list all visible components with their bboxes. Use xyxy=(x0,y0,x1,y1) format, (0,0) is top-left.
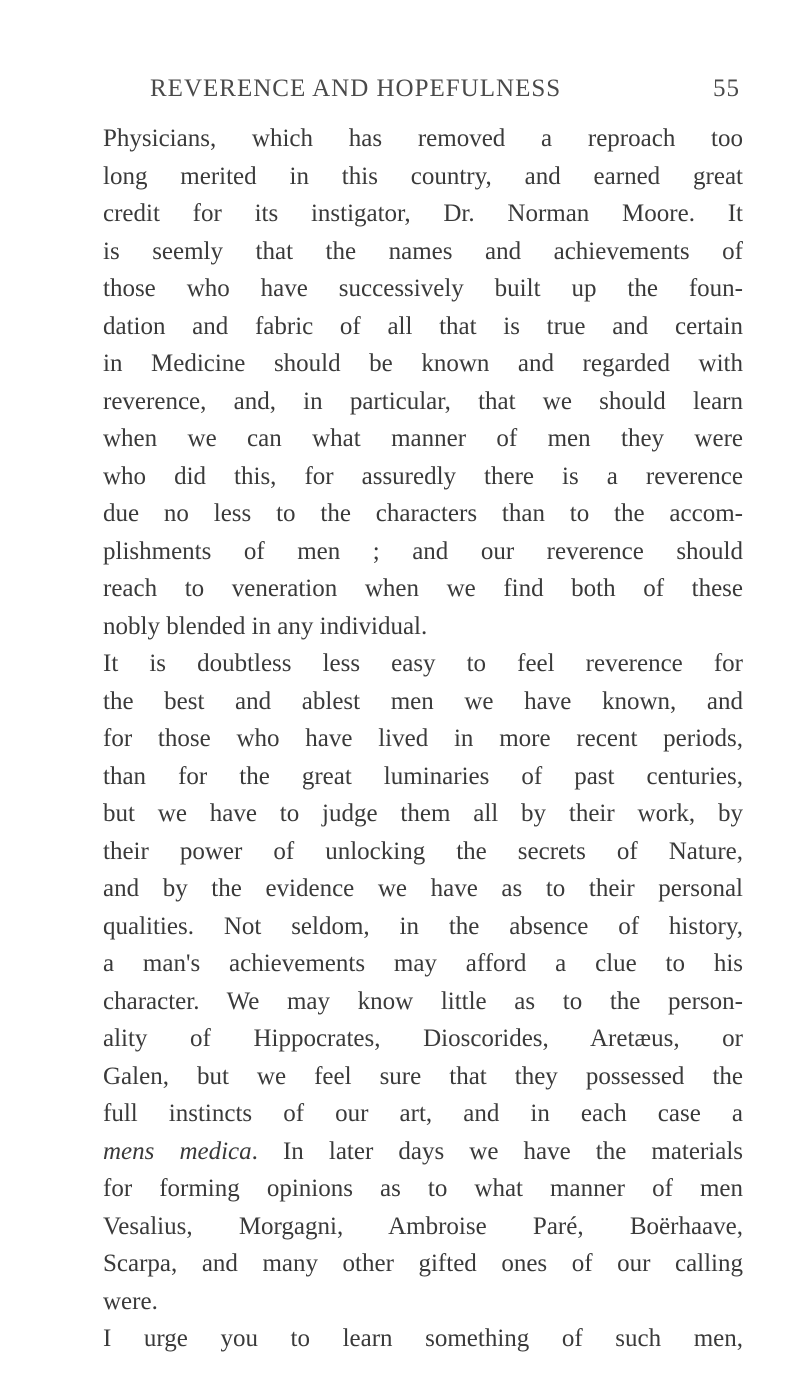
text-line: Vesalius, Morgagni, Ambroise Paré, Boërhaave, xyxy=(103,1212,743,1240)
text-line: qualities. Not seldom, in the absence of history, xyxy=(103,912,743,940)
text-line: dation and fabric of all that is true and certain xyxy=(103,312,743,340)
text-line: ality of Hippocrates, Dioscorides, Aretæus, or xyxy=(103,1025,743,1052)
italic-phrase: mens medica xyxy=(103,1137,252,1165)
text-fragment: . In later days we have the materials xyxy=(251,1137,743,1165)
body-text xyxy=(103,120,743,1358)
text-line: when we can what manner of men they were xyxy=(103,425,743,452)
paragraph-end-line: nobly blended in any individual. xyxy=(103,612,428,640)
text-line: the best and ablest men we have known, and xyxy=(103,687,743,715)
text-line: those who have successively built up the foun- xyxy=(103,275,743,302)
text-line: but we have to judge them all by their work, by xyxy=(103,800,743,827)
text-line: reverence, and, in particular, that we should learn xyxy=(103,387,743,415)
text-line: Galen, but we feel sure that they possessed the xyxy=(103,1062,743,1090)
page-number: 55 xyxy=(713,75,740,102)
text-line: is seemly that the names and achievements of xyxy=(103,237,743,265)
paragraph-first-line: I urge you to learn something of such men, xyxy=(103,1325,743,1352)
text-line: due no less to the characters than to the accom- xyxy=(103,500,743,527)
running-title: REVERENCE AND HOPEFULNESS xyxy=(150,75,562,102)
text-line: plishments of men ; and our reverence should xyxy=(103,537,743,565)
text-line: long merited in this country, and earned great xyxy=(103,162,743,190)
text-line: Physicians, which has removed a reproach too xyxy=(103,125,743,152)
text-line: who did this, for assuredly there is a reverence xyxy=(103,462,743,490)
text-line: reach to veneration when we find both of these xyxy=(103,575,743,602)
text-line: credit for its instigator, Dr. Norman Moore. It xyxy=(103,200,743,227)
text-line: character. We may know little as to the person- xyxy=(103,987,743,1015)
text-line: in Medicine should be known and regarded with xyxy=(103,350,743,377)
text-line: their power of unlocking the secrets of Nature, xyxy=(103,837,743,865)
paragraph-first-line: It is doubtless less easy to feel reverence for xyxy=(103,650,743,677)
text-line-with-italic xyxy=(103,1133,743,1171)
text-line: Scarpa, and many other gifted ones of our calling xyxy=(103,1250,743,1277)
text-line: than for the great luminaries of past centuries, xyxy=(103,762,743,790)
paragraph-end-line: were. xyxy=(103,1287,158,1315)
text-line: a man's achievements may afford a clue to his xyxy=(103,950,743,977)
running-head xyxy=(150,75,740,115)
text-line: full instincts of our art, and in each case a xyxy=(103,1100,743,1127)
text-line: and by the evidence we have as to their personal xyxy=(103,875,743,902)
text-line: for forming opinions as to what manner of men xyxy=(103,1175,743,1202)
text-line: for those who have lived in more recent periods, xyxy=(103,725,743,752)
